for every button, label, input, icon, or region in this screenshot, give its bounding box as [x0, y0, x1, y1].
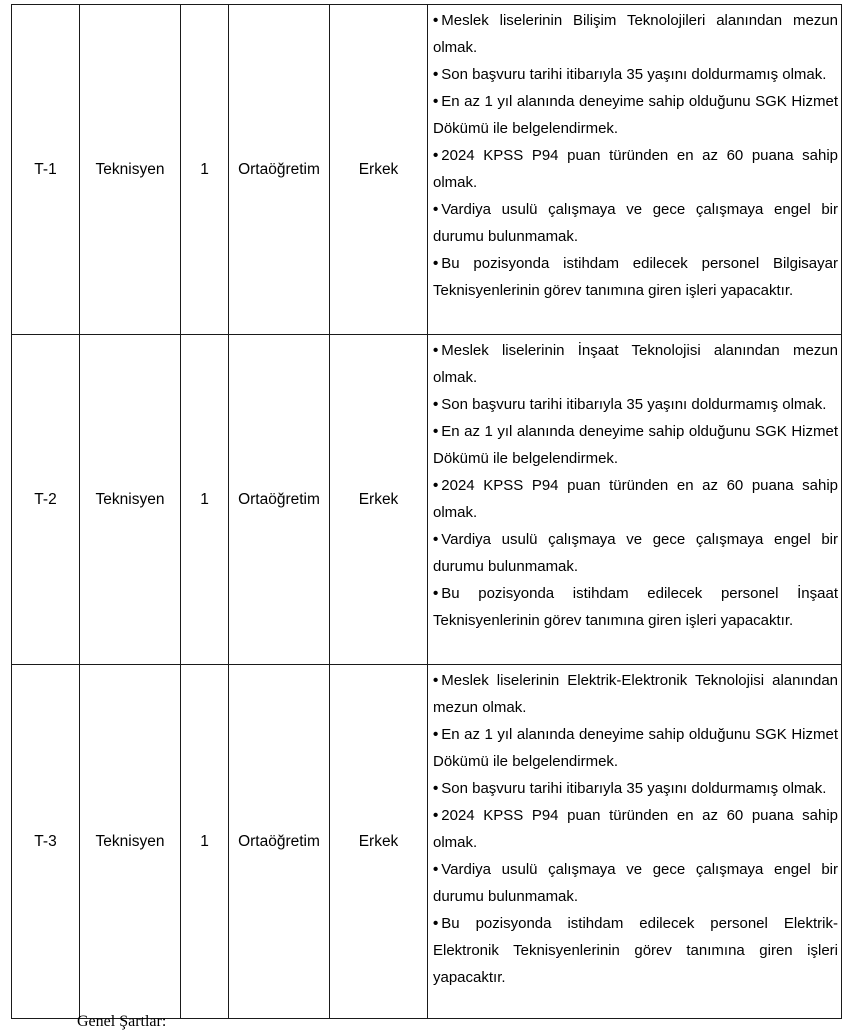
- requirement-item: [433, 580, 838, 634]
- requirements-cell: [428, 5, 842, 335]
- position-count: 1: [181, 335, 229, 665]
- requirements-cell: [428, 335, 842, 665]
- bullet-glyph: •: [433, 915, 439, 932]
- requirement-item: [433, 910, 838, 991]
- requirement-text: 2024 KPSS P94 puan türünden en az 60 puana sahip olmak.: [433, 807, 838, 851]
- bullet-glyph: •: [433, 780, 439, 797]
- bullet-glyph: •: [433, 531, 439, 548]
- position-count: 1: [181, 5, 229, 335]
- bullet-glyph: •: [433, 423, 439, 440]
- requirement-text: En az 1 yıl alanında deneyime sahip olduğunu SGK Hizmet Dökümü ile belgelendirmek.: [433, 726, 838, 770]
- requirement-item: [433, 775, 838, 802]
- table-row: [12, 665, 842, 1019]
- requirement-text: Bu pozisyonda istihdam edilecek personel Bilgisayar Teknisyenlerinin görev tanımına giren işleri yapacaktır.: [433, 255, 838, 299]
- gender: Erkek: [330, 5, 428, 335]
- bullet-glyph: •: [433, 585, 439, 602]
- requirement-text: En az 1 yıl alanında deneyime sahip olduğunu SGK Hizmet Dökümü ile belgelendirmek.: [433, 423, 838, 467]
- position-code: T-1: [12, 5, 80, 335]
- requirement-text: 2024 KPSS P94 puan türünden en az 60 puana sahip olmak.: [433, 147, 838, 191]
- bullet-glyph: •: [433, 726, 439, 743]
- bullet-glyph: •: [433, 255, 439, 272]
- gender: Erkek: [330, 335, 428, 665]
- position-title: Teknisyen: [80, 5, 181, 335]
- positions-table: [11, 4, 842, 1019]
- bullet-glyph: •: [433, 807, 439, 824]
- bullet-glyph: •: [433, 12, 439, 29]
- requirement-text: Vardiya usulü çalışmaya ve gece çalışmaya engel bir durumu bulunmamak.: [433, 531, 838, 575]
- table-row: [12, 5, 842, 335]
- requirement-item: [433, 61, 838, 88]
- requirement-text: Meslek liselerinin Bilişim Teknolojileri alanından mezun olmak.: [433, 12, 838, 56]
- position-title: Teknisyen: [80, 665, 181, 1019]
- education-level: Ortaöğretim: [229, 335, 330, 665]
- requirement-item: [433, 250, 838, 304]
- bullet-glyph: •: [433, 342, 439, 359]
- table-row: [12, 335, 842, 665]
- bullet-glyph: •: [433, 672, 439, 689]
- requirement-text: Son başvuru tarihi itibarıyla 35 yaşını doldurmamış olmak.: [441, 396, 827, 413]
- gender: Erkek: [330, 665, 428, 1019]
- requirement-item: [433, 391, 838, 418]
- bullet-glyph: •: [433, 93, 439, 110]
- requirement-item: [433, 721, 838, 775]
- requirement-item: [433, 7, 838, 61]
- requirement-text: Son başvuru tarihi itibarıyla 35 yaşını doldurmamış olmak.: [441, 66, 827, 83]
- education-level: Ortaöğretim: [229, 665, 330, 1019]
- requirement-text: Vardiya usulü çalışmaya ve gece çalışmaya engel bir durumu bulunmamak.: [433, 861, 838, 905]
- bullet-glyph: •: [433, 477, 439, 494]
- position-code: T-3: [12, 665, 80, 1019]
- requirement-text: Meslek liselerinin İnşaat Teknolojisi alanından mezun olmak.: [433, 342, 838, 386]
- general-conditions-heading: Genel Şartlar:: [77, 1013, 167, 1030]
- requirement-item: [433, 418, 838, 472]
- requirement-item: [433, 856, 838, 910]
- bullet-glyph: •: [433, 396, 439, 413]
- requirement-item: [433, 802, 838, 856]
- requirement-item: [433, 526, 838, 580]
- education-level: Ortaöğretim: [229, 5, 330, 335]
- position-code: T-2: [12, 335, 80, 665]
- requirement-text: Meslek liselerinin Elektrik-Elektronik Teknolojisi alanından mezun olmak.: [433, 672, 838, 716]
- requirement-text: Son başvuru tarihi itibarıyla 35 yaşını doldurmamış olmak.: [441, 780, 827, 797]
- requirement-item: [433, 337, 838, 391]
- requirement-item: [433, 196, 838, 250]
- requirement-text: 2024 KPSS P94 puan türünden en az 60 puana sahip olmak.: [433, 477, 838, 521]
- position-count: 1: [181, 665, 229, 1019]
- bullet-glyph: •: [433, 861, 439, 878]
- bullet-glyph: •: [433, 66, 439, 83]
- position-title: Teknisyen: [80, 335, 181, 665]
- bullet-glyph: •: [433, 201, 439, 218]
- requirement-item: [433, 667, 838, 721]
- requirement-text: En az 1 yıl alanında deneyime sahip olduğunu SGK Hizmet Dökümü ile belgelendirmek.: [433, 93, 838, 137]
- bullet-glyph: •: [433, 147, 439, 164]
- requirements-cell: [428, 665, 842, 1019]
- requirement-text: Vardiya usulü çalışmaya ve gece çalışmaya engel bir durumu bulunmamak.: [433, 201, 838, 245]
- requirement-item: [433, 472, 838, 526]
- requirement-text: Bu pozisyonda istihdam edilecek personel İnşaat Teknisyenlerinin görev tanımına giren işleri yapacaktır.: [433, 585, 838, 629]
- requirement-item: [433, 88, 838, 142]
- requirement-text: Bu pozisyonda istihdam edilecek personel Elektrik-Elektronik Teknisyenlerinin görev tanımına giren işleri yapacaktır.: [433, 915, 838, 986]
- requirement-item: [433, 142, 838, 196]
